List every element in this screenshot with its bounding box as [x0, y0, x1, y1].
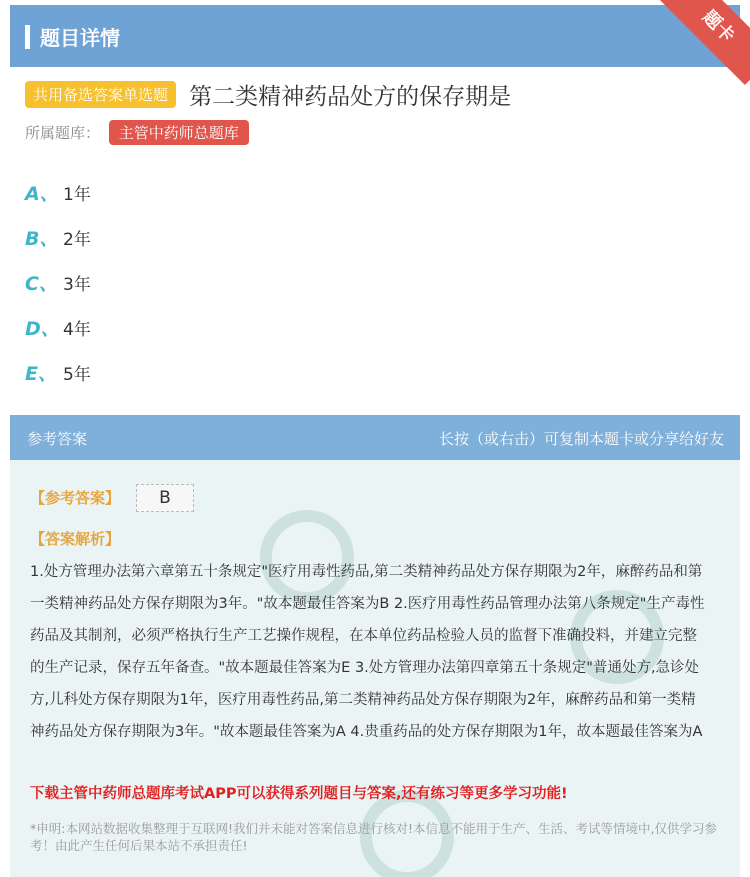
share-hint: 长按（或右击）可复制本题卡或分享给好友 — [438, 430, 724, 448]
answer-label: 【参考答案】 — [30, 489, 121, 507]
option-letter: A、 — [25, 183, 59, 205]
answer-header — [10, 415, 740, 460]
answer-body — [10, 460, 740, 877]
options-list — [25, 170, 91, 395]
option-d[interactable] — [25, 305, 91, 350]
download-promo-link[interactable]: 下载主管中药师总题库考试APP可以获得系列题目与答案,还有练习等更多学习功能! — [30, 786, 568, 802]
option-letter: B、 — [25, 228, 59, 250]
answer-value: B — [136, 484, 194, 512]
disclaimer: *申明:本网站数据收集整理于互联网!我们并未能对答案信息进行核对!本信息不能用于生产、生活、考试等情境中,仅供学习参考！由此产生任何后果本站不承担责任! — [30, 821, 717, 853]
option-text: 2年 — [63, 230, 91, 250]
analysis-label: 【答案解析】 — [30, 530, 121, 548]
question-row — [25, 78, 725, 111]
bank-row — [25, 120, 249, 145]
option-e[interactable] — [25, 350, 91, 395]
analysis-text: 1.处方管理办法第六章第五十条规定"医疗用毒性药品,第二类精神药品处方保存期限为2年，麻醉药品和第一类精神药品处方保存期限为3年。"故本题最佳答案为B 2.医疗用毒性药品管理办法第八条规定"生产毒性药品及其制剂，必须严格执行生产工艺操作规程，在本单位药品检验人员的监督下准确投料，并建立完整的生产记录，保存五年备查。"故本题最佳答案为E 3.处方管理办法第四章第五十条规定"普通处方,急诊处方,儿科处方保存期限为1年，医疗用毒性药品,第二类精神药品处方保存期限为2年，麻醉药品和第一类精神药品处方保存期限为3年。"故本题最佳答案为A 4.贵重药品的处方保存期限为1年，故本题最佳答案为A — [30, 564, 705, 740]
option-b[interactable] — [25, 215, 91, 260]
answer-section-title: 参考答案 — [27, 430, 88, 448]
bank-tag[interactable]: 主管中药师总题库 — [109, 120, 249, 145]
option-text: 3年 — [63, 275, 91, 295]
option-text: 5年 — [63, 365, 91, 385]
option-letter: D、 — [25, 318, 60, 340]
page-header — [10, 5, 740, 67]
page-title: 题目详情 — [40, 26, 120, 50]
option-letter: C、 — [25, 273, 58, 295]
bank-label: 所属题库： — [25, 124, 101, 142]
header-marker — [25, 25, 30, 49]
question-text: 第二类精神药品处方的保存期是 — [189, 84, 512, 110]
option-c[interactable] — [25, 260, 91, 305]
question-type-badge: 共用备选答案单选题 — [25, 81, 176, 108]
option-a[interactable] — [25, 170, 91, 215]
option-text: 4年 — [63, 320, 91, 340]
option-text: 1年 — [63, 185, 91, 205]
option-letter: E、 — [25, 363, 57, 385]
card-ribbon: 题卡 — [660, 0, 750, 85]
